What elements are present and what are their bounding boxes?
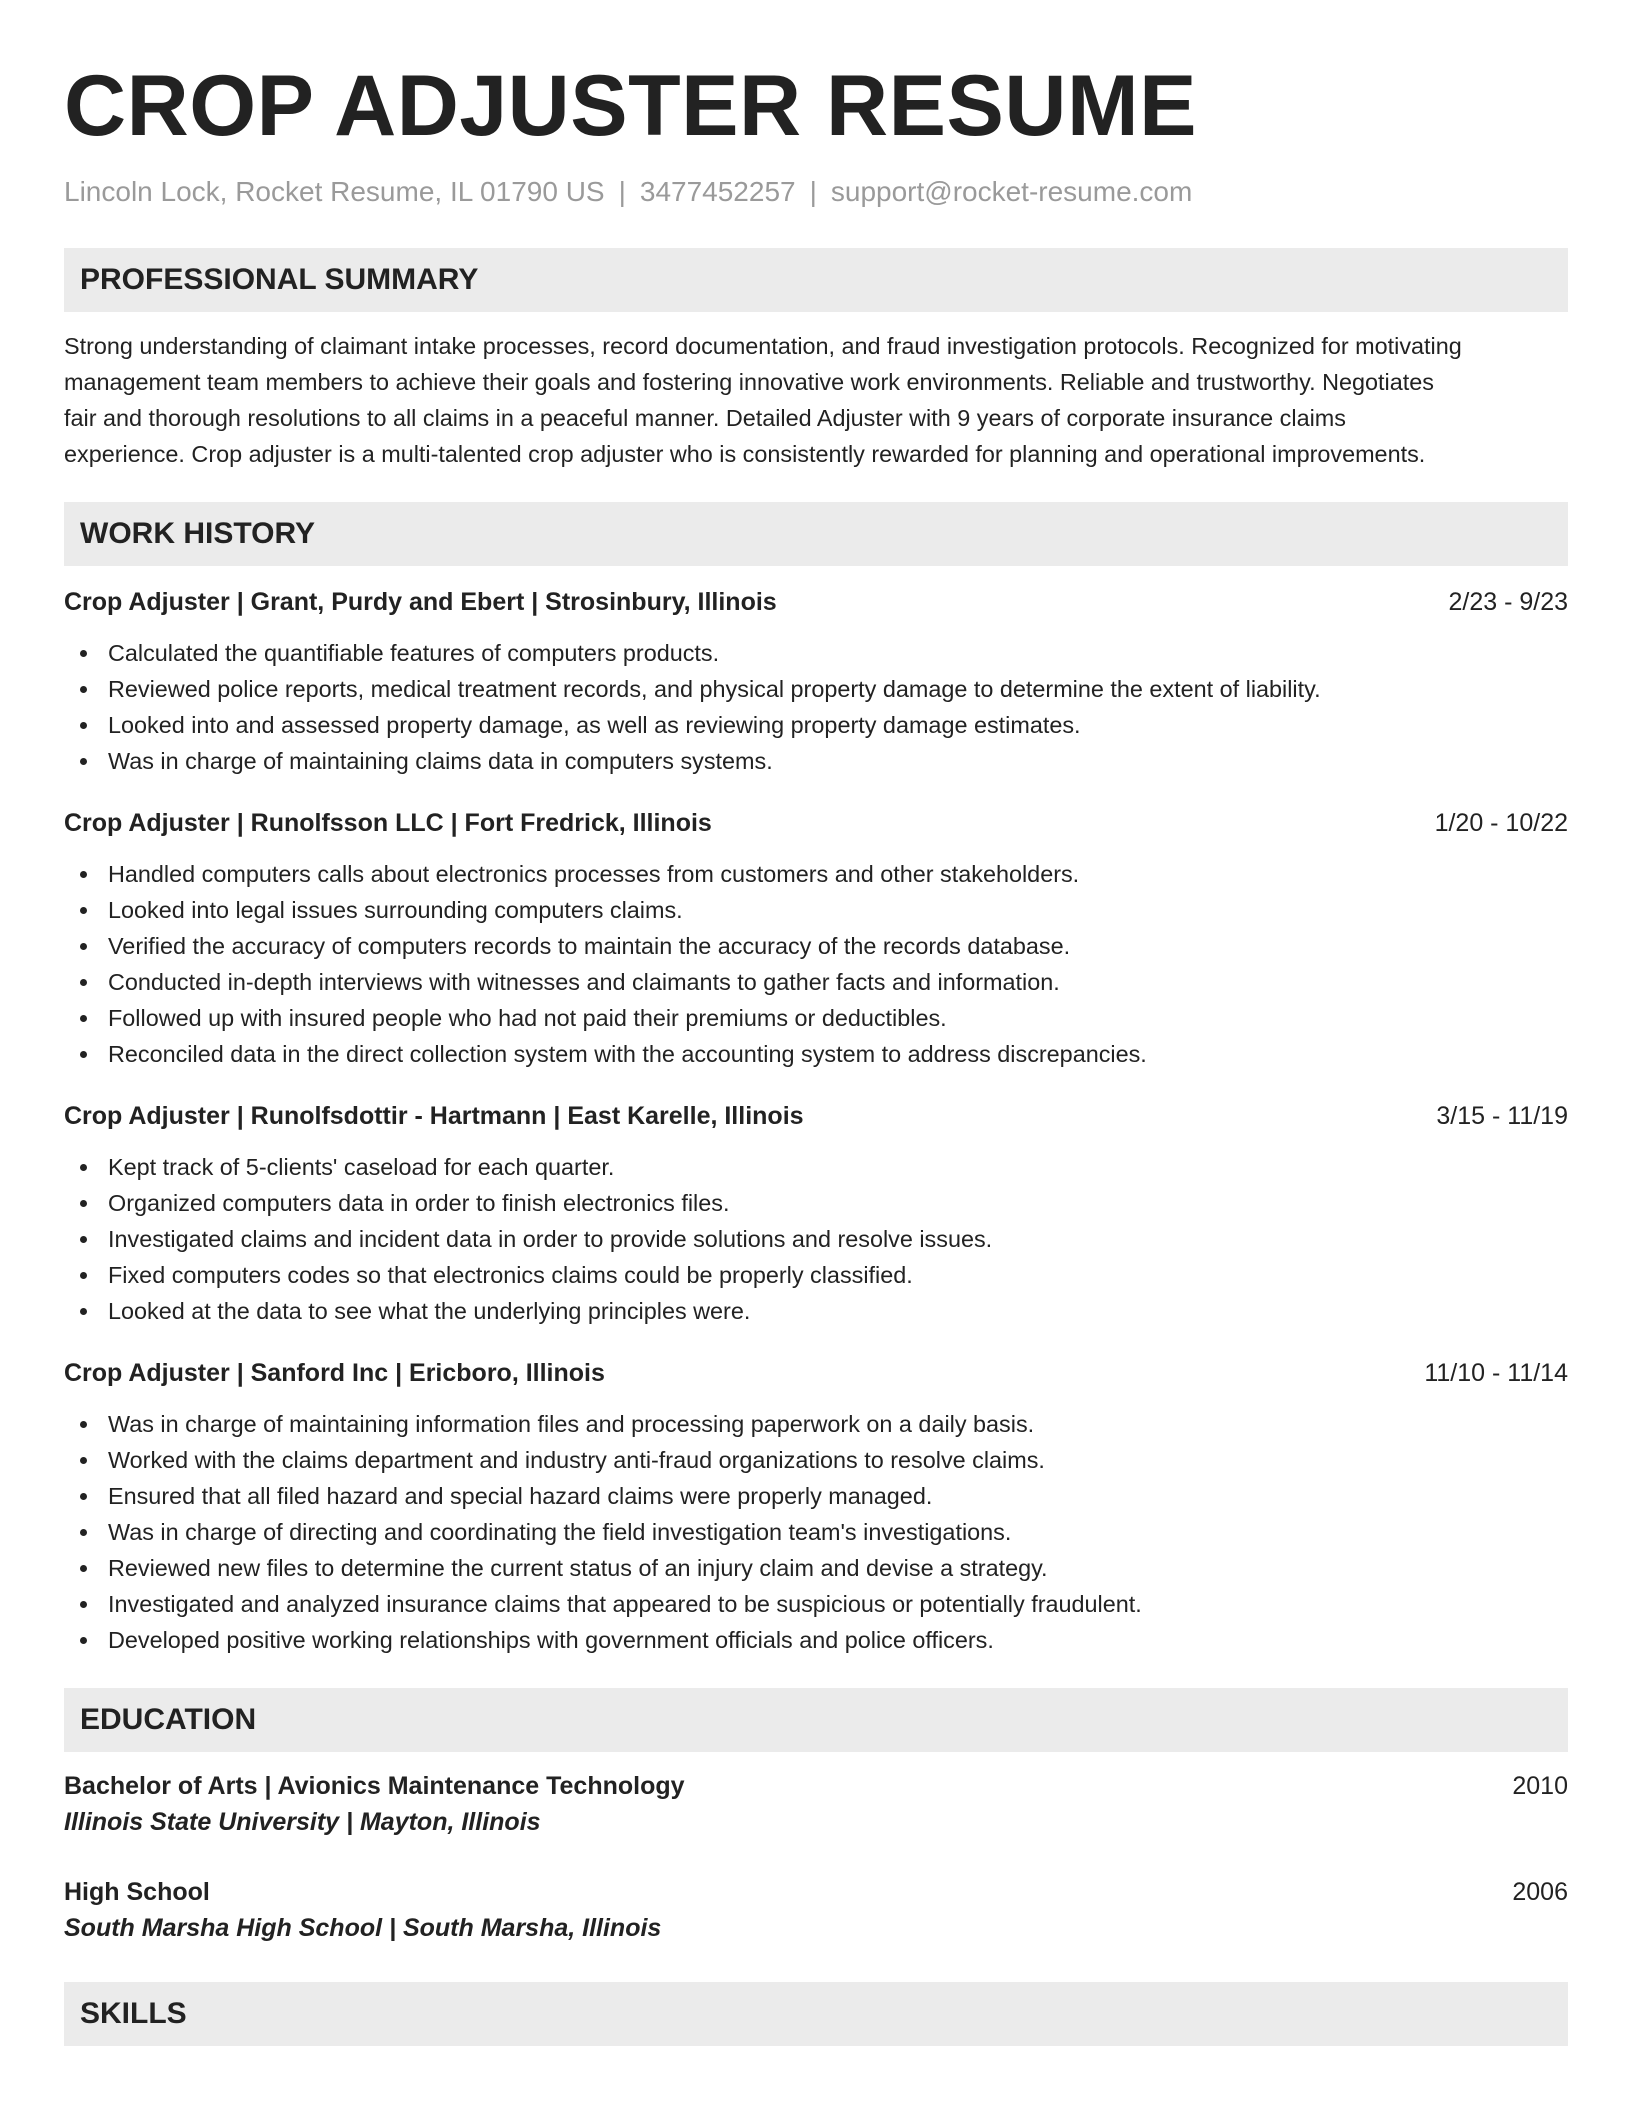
summary-text (64, 328, 1568, 472)
job-bullet: Followed up with insured people who had not paid their premiums or deductibles. (64, 1000, 1568, 1036)
job-title: Crop Adjuster | Sanford Inc | Ericboro, Illinois (64, 1359, 605, 1387)
job-title: Crop Adjuster | Runolfsdottir - Hartmann | East Karelle, Illinois (64, 1102, 804, 1130)
job-bullet: Worked with the claims department and industry anti-fraud organizations to resolve claims. (64, 1442, 1568, 1478)
job-dates: 1/20 - 10/22 (1434, 809, 1568, 837)
education-heading: EDUCATION (64, 1688, 1568, 1752)
job-bullets (64, 856, 1568, 1072)
job-bullet: Kept track of 5-clients' caseload for each quarter. (64, 1149, 1568, 1185)
work-history-heading: WORK HISTORY (64, 502, 1568, 566)
job-title: Crop Adjuster | Grant, Purdy and Ebert | Strosinbury, Illinois (64, 588, 777, 616)
job-title: Crop Adjuster | Runolfsson LLC | Fort Fredrick, Illinois (64, 809, 712, 837)
contact-address: Lincoln Lock, Rocket Resume, IL 01790 US (64, 176, 605, 207)
job-bullet: Was in charge of maintaining claims data in computers systems. (64, 743, 1568, 779)
education-header (64, 1770, 1568, 1802)
education-degree: Bachelor of Arts | Avionics Maintenance Technology (64, 1772, 685, 1800)
job-bullet: Fixed computers codes so that electronics claims could be properly classified. (64, 1257, 1568, 1293)
job-bullet: Looked into legal issues surrounding computers claims. (64, 892, 1568, 928)
job-bullet: Organized computers data in order to finish electronics files. (64, 1185, 1568, 1221)
job-header (64, 1357, 1568, 1389)
contact-line (64, 174, 1568, 210)
job-dates: 11/10 - 11/14 (1424, 1359, 1568, 1387)
education-school: South Marsha High School | South Marsha, Illinois (64, 1914, 662, 1942)
education-header (64, 1876, 1568, 1908)
work-history-section (64, 502, 1568, 1658)
job-header (64, 586, 1568, 618)
job-bullet: Reviewed police reports, medical treatment records, and physical property damage to determine the extent of liability. (64, 671, 1568, 707)
job-bullet: Handled computers calls about electronics processes from customers and other stakeholders. (64, 856, 1568, 892)
job-header (64, 1100, 1568, 1132)
job-bullet: Reconciled data in the direct collection system with the accounting system to address discrepancies. (64, 1036, 1568, 1072)
job-bullet: Reviewed new files to determine the current status of an injury claim and devise a strategy. (64, 1550, 1568, 1586)
education-year: 2006 (1512, 1878, 1568, 1906)
skills-section (64, 1982, 1568, 2046)
job-bullet: Looked at the data to see what the underlying principles were. (64, 1293, 1568, 1329)
education-entry (64, 1770, 1568, 1840)
contact-separator: | (618, 176, 626, 207)
job-bullets (64, 635, 1568, 779)
education-section (64, 1688, 1568, 1946)
job-bullet: Was in charge of maintaining information files and processing paperwork on a daily basis. (64, 1406, 1568, 1442)
contact-email: support@rocket-resume.com (830, 176, 1193, 207)
job-bullets (64, 1406, 1568, 1658)
job-bullet: Was in charge of directing and coordinating the field investigation team's investigations. (64, 1514, 1568, 1550)
education-school: Illinois State University | Mayton, Illinois (64, 1808, 541, 1836)
summary-line: experience. Crop adjuster is a multi-talented crop adjuster who is consistently rewarded for planning and operational improvements. (64, 441, 1426, 467)
contact-separator: | (809, 176, 817, 207)
summary-line: fair and thorough resolutions to all claims in a peaceful manner. Detailed Adjuster with 9 years of corporate insurance claims (64, 405, 1346, 431)
job-bullets (64, 1149, 1568, 1329)
summary-line: management team members to achieve their goals and fostering innovative work environments. Reliable and trustworthy. Negotiates (64, 369, 1434, 395)
summary-heading: PROFESSIONAL SUMMARY (64, 248, 1568, 312)
resume-title: CROP ADJUSTER RESUME (64, 58, 1197, 154)
job-header (64, 807, 1568, 839)
job-entry (64, 1100, 1568, 1329)
skills-heading: SKILLS (64, 1982, 1568, 2046)
job-bullet: Investigated and analyzed insurance claims that appeared to be suspicious or potentially fraudulent. (64, 1586, 1568, 1622)
job-bullet: Investigated claims and incident data in order to provide solutions and resolve issues. (64, 1221, 1568, 1257)
job-bullet: Calculated the quantifiable features of computers products. (64, 635, 1568, 671)
job-bullet: Verified the accuracy of computers records to maintain the accuracy of the records database. (64, 928, 1568, 964)
job-dates: 2/23 - 9/23 (1448, 588, 1568, 616)
job-dates: 3/15 - 11/19 (1436, 1102, 1568, 1130)
job-bullet: Ensured that all filed hazard and special hazard claims were properly managed. (64, 1478, 1568, 1514)
education-year: 2010 (1512, 1772, 1568, 1800)
job-entry (64, 1357, 1568, 1658)
job-bullet: Looked into and assessed property damage, as well as reviewing property damage estimates. (64, 707, 1568, 743)
job-entry (64, 586, 1568, 779)
education-degree: High School (64, 1878, 210, 1906)
education-entry (64, 1876, 1568, 1946)
job-bullet: Conducted in-depth interviews with witnesses and claimants to gather facts and information. (64, 964, 1568, 1000)
summary-section (64, 248, 1568, 472)
job-bullet: Developed positive working relationships with government officials and police officers. (64, 1622, 1568, 1658)
contact-phone: 3477452257 (639, 176, 796, 207)
summary-line: Strong understanding of claimant intake processes, record documentation, and fraud investigation protocols. Recognized for motivating (64, 333, 1462, 359)
job-entry (64, 807, 1568, 1072)
